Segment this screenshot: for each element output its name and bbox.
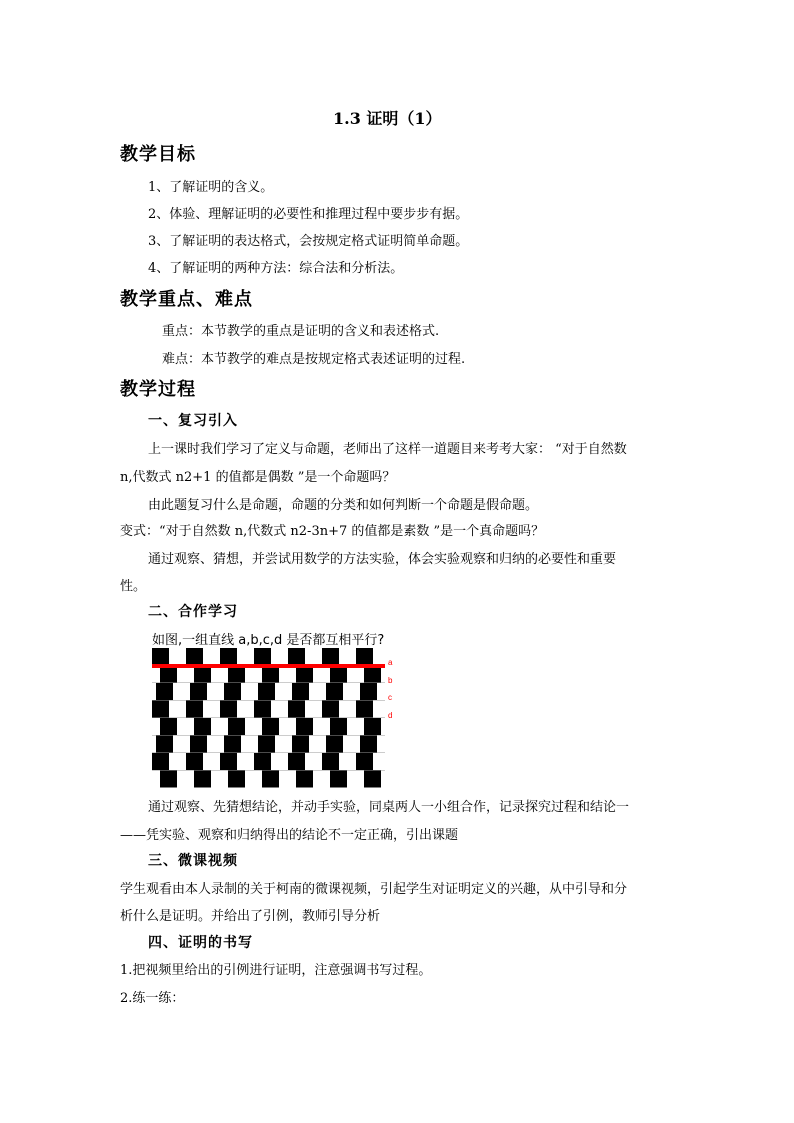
illusion-tile: [360, 736, 377, 753]
illusion-tile: [330, 718, 347, 735]
illusion-tile: [296, 771, 313, 788]
illusion-tile: [224, 736, 241, 753]
illusion-tile: [194, 666, 211, 683]
cafe-wall-illusion-figure: [152, 648, 402, 788]
subheading-cooperate: 二、合作学习: [148, 604, 238, 620]
illusion-tile: [186, 701, 203, 718]
review-paragraph-1-line-2: n,代数式 n2+1 的值都是偶数 ”是一个命题吗？: [120, 470, 396, 485]
illusion-tile: [360, 683, 377, 700]
illusion-tile: [356, 701, 373, 718]
subheading-review: 一、复习引入: [148, 413, 238, 429]
illusion-tile: [190, 683, 207, 700]
illusion-tile: [262, 718, 279, 735]
goal-item-1: 1、了解证明的含义。: [148, 180, 274, 195]
section-heading-goals: 教学目标: [120, 144, 196, 165]
video-paragraph-line-1: 学生观看由本人录制的关于柯南的微课视频，引起学生对证明定义的兴趣，从中引导和分: [120, 882, 628, 897]
review-paragraph-1-line-1: 上一课时我们学习了定义与命题，老师出了这样一道题目来考考大家： “对于自然数: [148, 442, 627, 457]
illusion-tile: [156, 683, 173, 700]
illusion-tile: [254, 753, 271, 770]
illusion-tile: [224, 683, 241, 700]
goal-item-3: 3、了解证明的表达格式，会按规定格式证明简单命题。: [148, 234, 469, 249]
cooperate-paragraph-line-2: ——凭实验、观察和归纳得出的结论不一定正确，引出课题: [120, 828, 459, 843]
focus-text: 重点：本节教学的重点是证明的含义和表述格式.: [162, 324, 440, 339]
illusion-tile: [254, 648, 271, 665]
illusion-tile: [228, 771, 245, 788]
illusion-tile: [228, 718, 245, 735]
illusion-tile: [364, 666, 381, 683]
line-label-d: d: [388, 711, 393, 720]
illusion-tile: [326, 683, 343, 700]
line-label-b: b: [388, 676, 393, 685]
illusion-tile: [292, 736, 309, 753]
illusion-tile: [288, 753, 305, 770]
illusion-tile: [288, 701, 305, 718]
section-heading-process: 教学过程: [120, 379, 196, 400]
difficulty-text: 难点：本节教学的难点是按规定格式表述证明的过程.: [162, 352, 466, 367]
line-label-c: c: [388, 693, 392, 702]
page-title: 1.3 证明（1）: [333, 109, 442, 128]
illusion-tile: [220, 648, 237, 665]
illusion-tile: [322, 701, 339, 718]
illusion-tile: [152, 753, 169, 770]
illusion-tile: [262, 771, 279, 788]
illusion-tile: [322, 648, 339, 665]
goal-item-4: 4、了解证明的两种方法：综合法和分析法。: [148, 261, 404, 276]
illusion-tile: [152, 648, 169, 665]
illusion-tile: [322, 753, 339, 770]
goal-item-2: 2、体验、理解证明的必要性和推理过程中要步步有据。: [148, 207, 469, 222]
illusion-tile: [364, 771, 381, 788]
cooperate-paragraph-line-1: 通过观察、先猜想结论，并动手实验，同桌两人一小组合作，记录探究过程和结论一: [148, 800, 630, 815]
illusion-tile: [296, 718, 313, 735]
subheading-video: 三、微课视频: [148, 853, 238, 869]
illusion-tile: [296, 666, 313, 683]
illusion-tile: [220, 701, 237, 718]
illusion-tile: [190, 736, 207, 753]
illusion-tile: [152, 701, 169, 718]
illusion-tile: [220, 753, 237, 770]
illusion-tile: [160, 666, 177, 683]
illusion-tile: [356, 753, 373, 770]
illusion-tile: [258, 683, 275, 700]
illusion-tile: [156, 736, 173, 753]
review-paragraph-4-line-1: 通过观察、猜想，并尝试用数学的方法实验，体会实验观察和归纳的必要性和重要: [148, 552, 617, 567]
illusion-tile: [330, 771, 347, 788]
illusion-tile: [356, 648, 373, 665]
illusion-tile: [194, 718, 211, 735]
illusion-tile: [262, 666, 279, 683]
illusion-tile: [160, 718, 177, 735]
figure-question: 如图,一组直线 a,b,c,d 是否都互相平行?: [152, 633, 385, 648]
illusion-tile: [186, 648, 203, 665]
illusion-tile: [186, 753, 203, 770]
illusion-tile: [254, 701, 271, 718]
line-label-a: a: [388, 658, 393, 667]
writing-item-2: 2.练一练：: [120, 991, 185, 1006]
illusion-tile: [364, 718, 381, 735]
review-paragraph-4-line-2: 性。: [120, 579, 147, 594]
illusion-tile: [160, 771, 177, 788]
illusion-tile: [258, 736, 275, 753]
illusion-tile: [292, 683, 309, 700]
illusion-tile: [194, 771, 211, 788]
writing-item-1: 1.把视频里给出的引例进行证明，注意强调书写过程。: [120, 963, 432, 978]
review-paragraph-2: 由此题复习什么是命题，命题的分类和如何判断一个命题是假命题。: [148, 498, 539, 513]
video-paragraph-line-2: 析什么是证明。并给出了引例，教师引导分析: [120, 909, 381, 924]
section-heading-keypoints: 教学重点、难点: [120, 289, 253, 310]
subheading-writing: 四、证明的书写: [148, 935, 253, 951]
illusion-tile: [288, 648, 305, 665]
review-paragraph-3: 变式：“对于自然数 n,代数式 n2-3n+7 的值都是素数 ”是一个真命题吗？: [120, 524, 545, 539]
illusion-tile: [228, 666, 245, 683]
illusion-tile: [326, 736, 343, 753]
illusion-tile: [330, 666, 347, 683]
